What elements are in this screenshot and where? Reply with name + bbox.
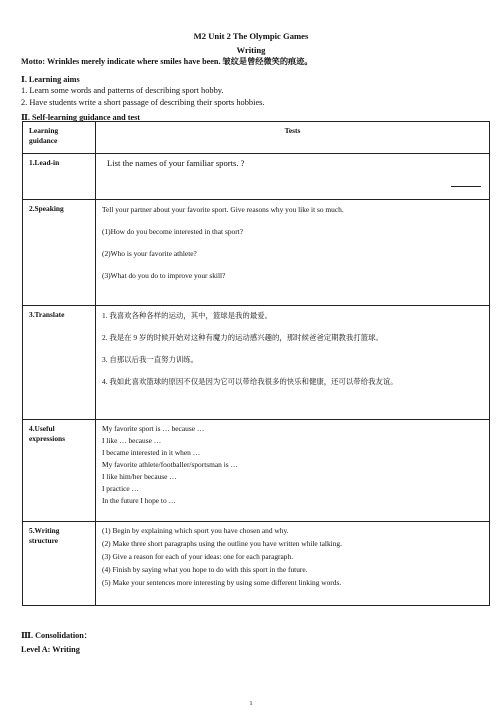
structure-step-2: (2) Make three short paragraphs using the outline you have written while talking.	[102, 539, 342, 548]
row-content-useful-expressions	[96, 420, 490, 522]
page-number: 1	[249, 700, 253, 707]
learning-aim-2: 2. Have students write a short passage of describing their sports hobbies.	[21, 98, 265, 107]
level-a-heading: Level A: Writing	[21, 645, 80, 654]
expression-4: My favorite athlete/footballer/sportsman is …	[102, 460, 238, 469]
table-row-writing-structure	[23, 522, 490, 606]
speaking-instruction: Tell your partner about your favorite sport. Give reasons why you like it so much.	[102, 205, 344, 214]
table-header-row	[23, 122, 490, 154]
header-guidance-line-1: Learning	[29, 126, 59, 135]
header-cell-guidance	[23, 122, 96, 154]
section-heading-guidance: Ⅱ. Self-learning guidance and test	[21, 113, 141, 122]
row-content-speaking	[96, 200, 490, 306]
translate-sentence-1: 1. 我喜欢各种各样的运动，其中，篮球是我的最爱。	[102, 311, 272, 320]
writing-label-line-2: structure	[29, 536, 59, 545]
speaking-question-3: (3)What do you do to improve your skill?	[102, 271, 226, 280]
row-content-writing-structure	[96, 522, 490, 606]
structure-step-1: (1) Begin by explaining which sport you have chosen and why.	[102, 526, 289, 535]
translate-sentence-4: 4. 我如此喜欢篮球的原因不仅是因为它可以带给我很多的快乐和健康，还可以带给我友谊。	[102, 377, 398, 386]
expression-1: My favorite sport is … because …	[102, 424, 205, 433]
structure-step-4: (4) Finish by saying what you hope to do with this sport in the future.	[102, 565, 308, 574]
expression-7: In the future I hope to …	[102, 496, 176, 505]
structure-step-3: (3) Give a reason for each of your ideas: one for each paragraph.	[102, 552, 294, 561]
writing-label-line-1: 5.Writing	[29, 526, 60, 535]
header-guidance-line-2: guidance	[29, 136, 58, 145]
table-row-useful-expressions	[23, 420, 490, 522]
row-content-lead-in	[96, 154, 490, 200]
learning-aim-1: 1. Learn some words and patterns of describing sport hobby.	[21, 86, 224, 95]
expression-5: I like him/her because …	[102, 472, 177, 481]
answer-blank-line[interactable]	[451, 186, 481, 187]
document-subtitle: Writing	[236, 45, 266, 55]
translate-sentence-3: 3. 自那以后我一直努力训练。	[102, 355, 199, 364]
row-label-speaking: 2.Speaking	[23, 200, 96, 306]
expression-3: I became interested in it when …	[102, 448, 201, 457]
row-label-lead-in: 1.Lead-in	[23, 154, 96, 200]
useful-label-line-1: 4.Useful	[29, 424, 55, 433]
guidance-table	[22, 121, 490, 606]
speaking-question-1: (1)How do you become interested in that sport?	[102, 227, 243, 236]
row-label-translate: 3.Translate	[23, 306, 96, 420]
expression-2: I like … because …	[102, 436, 162, 445]
row-content-translate	[96, 306, 490, 420]
header-cell-tests: Tests	[96, 122, 490, 154]
row-label-useful-expressions	[23, 420, 96, 522]
motto: Motto: Wrinkles merely indicate where smiles have been. 皱纹是曾经微笑的痕迹。	[21, 57, 313, 66]
lead-in-prompt: List the names of your familiar sports. ?	[107, 158, 245, 168]
translate-sentence-2: 2. 我是在 9 岁的时候开始对这种有魔力的运动感兴趣的，那时候爸爸定期教我打篮球。	[102, 333, 383, 342]
row-label-writing-structure	[23, 522, 96, 606]
table-row-translate	[23, 306, 490, 420]
section-heading-learning-aims: Ⅰ. Learning aims	[21, 75, 80, 84]
table-row-lead-in	[23, 154, 490, 200]
table-row-speaking	[23, 200, 490, 306]
structure-step-5: (5) Make your sentences more interesting by using some different linking words.	[102, 578, 342, 587]
useful-label-line-2: expressions	[29, 434, 66, 443]
expression-6: I practice …	[102, 484, 139, 493]
speaking-question-2: (2)Who is your favorite athlete?	[102, 249, 197, 258]
section-heading-consolidation: Ⅲ. Consolidation：	[21, 631, 92, 640]
document-title: M2 Unit 2 The Olympic Games	[193, 31, 309, 41]
